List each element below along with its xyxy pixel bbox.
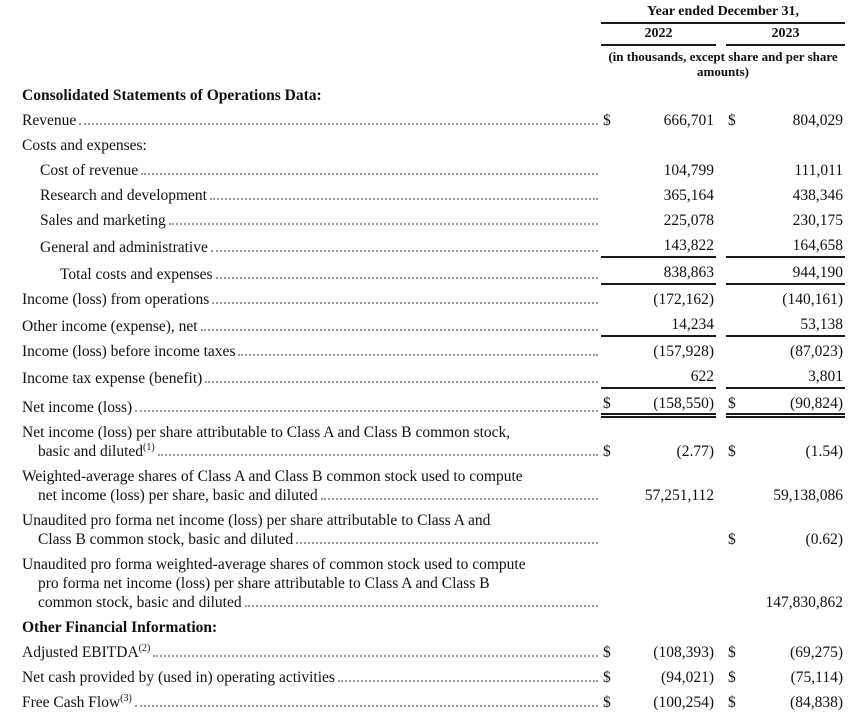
value-2022: (157,928) (653, 343, 714, 360)
table-row-free-cash-flow (22, 691, 845, 716)
value-2023: (69,275) (790, 644, 843, 661)
value-cell-2022-income-loss-from-operations (601, 291, 716, 310)
dot-leader (201, 329, 598, 331)
value-2022: (158,550) (653, 395, 714, 412)
row-label-net-cash-operating-activities (22, 669, 601, 688)
value-cell-2022-pro-forma-net-income-loss-per-share (601, 548, 716, 550)
value-cell-2022-net-income-loss-per-share (601, 443, 716, 462)
value-cell-2022-cost-of-revenue (601, 162, 716, 181)
value-2022: 838,863 (663, 264, 714, 281)
label-text: Revenue (22, 112, 77, 129)
value-2023: (90,824) (790, 395, 843, 412)
table-row-net-income-loss (22, 392, 845, 421)
currency-symbol: $ (728, 395, 736, 412)
row-label-income-tax-expense-benefit (22, 370, 601, 389)
dot-leader (135, 705, 598, 707)
table-body (22, 84, 845, 716)
table-row-general-and-administrative (22, 234, 845, 261)
label-text: Consolidated Statements of Operations Data: (22, 87, 322, 104)
label-text: Income (loss) before income taxes (22, 343, 236, 360)
dot-leader (338, 680, 598, 682)
value-cell-2022-research-and-development (601, 187, 716, 206)
dot-leader (169, 223, 598, 225)
row-label-section-other-financial-information (22, 619, 601, 638)
value-2022: 225,078 (663, 212, 714, 229)
table-row-net-cash-operating-activities (22, 666, 845, 691)
value-2023: 59,138,086 (773, 487, 843, 504)
value-cell-2023-income-loss-before-income-taxes (726, 343, 845, 362)
label-text: Net income (loss) per share attributable to Class A and Class B common stock, (22, 424, 511, 441)
dot-leader (211, 250, 598, 252)
currency-symbol: $ (728, 669, 736, 686)
dot-leader (245, 605, 598, 607)
value-2022: 143,822 (663, 237, 714, 254)
row-label-free-cash-flow (22, 694, 601, 713)
row-label-adjusted-ebitda (22, 644, 601, 663)
column-header-2022: 2022 (601, 25, 716, 46)
table-row-income-loss-before-income-taxes (22, 340, 845, 365)
value-2022: (108,393) (653, 644, 714, 661)
value-cell-2022-weighted-average-shares (601, 487, 716, 506)
label-text: Sales and marketing (40, 212, 166, 229)
value-cell-2023-section-operations-data (726, 104, 845, 106)
row-label-net-income-loss (22, 399, 601, 418)
value-cell-2022-sales-and-marketing (601, 212, 716, 231)
value-cell-2022-revenue (601, 112, 716, 131)
dot-leader (79, 123, 598, 125)
label-text: Unaudited pro forma weighted-average shares of common stock used to compute (22, 556, 526, 573)
value-cell-2023-net-cash-operating-activities (726, 669, 845, 688)
table-row-section-operations-data (22, 84, 845, 109)
value-cell-2023-other-income-expense-net (726, 316, 845, 337)
label-text: Other income (expense), net (22, 318, 198, 335)
value-2023: (84,838) (790, 694, 843, 711)
table-row-other-income-expense-net (22, 313, 845, 340)
value-2022: 57,251,112 (644, 487, 714, 504)
dot-leader (321, 498, 598, 500)
row-label-pro-forma-net-income-loss-per-share (22, 512, 601, 550)
currency-symbol: $ (728, 644, 736, 661)
label-text: Costs and expenses: (22, 137, 147, 154)
value-2022: (172,162) (653, 291, 714, 308)
value-cell-2022-free-cash-flow (601, 694, 716, 713)
label-text: Net cash provided by (used in) operating activities (22, 669, 335, 686)
value-cell-2022-net-cash-operating-activities (601, 669, 716, 688)
value-2022: (2.77) (676, 443, 714, 460)
row-label-section-operations-data (22, 87, 601, 106)
value-cell-2023-costs-and-expenses-header (726, 154, 845, 156)
label-text: Class B common stock, basic and diluted (38, 531, 294, 548)
label-text: common stock, basic and diluted (38, 594, 242, 611)
currency-symbol: $ (603, 443, 611, 460)
value-cell-2023-net-income-loss (726, 395, 845, 418)
currency-symbol: $ (728, 443, 736, 460)
label-text: Cost of revenue (40, 162, 139, 179)
footnote-reference: (2) (138, 642, 151, 654)
value-cell-2023-weighted-average-shares (726, 487, 845, 506)
currency-symbol: $ (603, 694, 611, 711)
label-text: Weighted-average shares of Class A and Class B common stock used to compute (22, 468, 523, 485)
value-2022: 622 (690, 368, 714, 385)
value-2023: 147,830,862 (765, 594, 843, 611)
value-cell-2023-sales-and-marketing (726, 212, 845, 231)
dot-leader (296, 542, 598, 544)
dot-leader (205, 381, 598, 383)
value-2023: 53,138 (800, 316, 843, 333)
year-columns (601, 25, 845, 46)
value-2023: 111,011 (794, 162, 843, 179)
row-label-pro-forma-weighted-average-shares (22, 556, 601, 613)
row-label-other-income-expense-net (22, 318, 601, 337)
row-label-research-and-development (22, 187, 601, 206)
label-text: Adjusted EBITDA$^{(2)}$ (22, 642, 151, 661)
value-2022: (94,021) (661, 669, 714, 686)
table-row-revenue (22, 109, 845, 134)
label-text: General and administrative (40, 239, 208, 256)
value-2023: 164,658 (792, 237, 843, 254)
value-cell-2023-income-loss-from-operations (726, 291, 845, 310)
label-text: Unaudited pro forma net income (loss) per share attributable to Class A and (22, 512, 491, 529)
row-label-revenue (22, 112, 601, 131)
value-cell-2023-pro-forma-weighted-average-shares (726, 594, 845, 613)
dot-leader (212, 302, 598, 304)
value-2022: 104,799 (663, 162, 714, 179)
table-row-net-income-loss-per-share (22, 421, 845, 465)
value-cell-2023-net-income-loss-per-share (726, 443, 845, 462)
value-cell-2023-cost-of-revenue (726, 162, 845, 181)
period-title: Year ended December 31, (601, 3, 845, 24)
dot-leader (216, 277, 598, 279)
label-text: Income tax expense (benefit) (22, 370, 203, 387)
value-cell-2023-general-and-administrative (726, 237, 845, 258)
units-note: (in thousands, except share and per share amounts) (608, 49, 838, 79)
table-row-section-other-financial-information (22, 616, 845, 641)
value-2023: 438,346 (792, 187, 843, 204)
table-row-sales-and-marketing (22, 209, 845, 234)
row-label-income-loss-from-operations (22, 291, 601, 310)
label-text: Free Cash Flow$^{(3)}$ (22, 692, 132, 711)
dot-leader (238, 354, 598, 356)
dot-leader (141, 173, 598, 175)
value-2023: 804,029 (792, 112, 843, 129)
label-text: Net income (loss) (22, 399, 133, 416)
value-2022: 666,701 (663, 112, 714, 129)
value-cell-2023-section-other-financial-information (726, 636, 845, 638)
table-row-adjusted-ebitda (22, 641, 845, 666)
label-text: pro forma net income (loss) per share attributable to Class A and Class B (38, 575, 490, 592)
label-text: net income (loss) per share, basic and diluted (38, 487, 318, 504)
value-2023: 3,801 (808, 368, 843, 385)
value-cell-2023-research-and-development (726, 187, 845, 206)
value-2022: (100,254) (653, 694, 714, 711)
value-2023: (87,023) (790, 343, 843, 360)
label-text: Total costs and expenses (60, 266, 213, 283)
table-row-cost-of-revenue (22, 159, 845, 184)
value-2023: (75,114) (790, 669, 843, 686)
value-2022: 365,164 (663, 187, 714, 204)
value-cell-2022-costs-and-expenses-header (601, 154, 716, 156)
table-row-total-costs-and-expenses (22, 261, 845, 288)
table-row-weighted-average-shares (22, 465, 845, 509)
table-row-income-loss-from-operations (22, 288, 845, 313)
row-label-income-loss-before-income-taxes (22, 343, 601, 362)
value-2023: 230,175 (792, 212, 843, 229)
row-label-general-and-administrative (22, 239, 601, 258)
value-cell-2022-income-loss-before-income-taxes (601, 343, 716, 362)
dot-leader (158, 454, 598, 456)
value-cell-2023-income-tax-expense-benefit (726, 368, 845, 389)
value-2022: 14,234 (671, 316, 714, 333)
value-2023: (0.62) (805, 531, 843, 548)
dot-leader (153, 655, 598, 657)
value-cell-2022-pro-forma-weighted-average-shares (601, 611, 716, 613)
row-label-net-income-loss-per-share (22, 424, 601, 462)
dot-leader (210, 198, 598, 200)
currency-symbol: $ (603, 395, 611, 412)
table-row-pro-forma-weighted-average-shares (22, 553, 845, 616)
label-text: Income (loss) from operations (22, 291, 210, 308)
label-text: Research and development (40, 187, 207, 204)
label-text: Other Financial Information: (22, 619, 218, 636)
value-cell-2023-adjusted-ebitda (726, 644, 845, 663)
footnote-reference: (1) (143, 441, 155, 453)
currency-symbol: $ (728, 694, 736, 711)
value-cell-2022-adjusted-ebitda (601, 644, 716, 663)
value-2023: 944,190 (792, 264, 843, 281)
currency-symbol: $ (728, 112, 736, 129)
column-header-2023: 2023 (726, 25, 845, 46)
value-columns-header (601, 3, 845, 79)
row-label-costs-and-expenses-header (22, 137, 601, 156)
value-cell-2022-section-operations-data (601, 104, 716, 106)
dot-leader (135, 410, 598, 412)
currency-symbol: $ (728, 531, 736, 548)
table-row-costs-and-expenses-header (22, 134, 845, 159)
value-2023: (140,161) (782, 291, 843, 308)
row-label-cost-of-revenue (22, 162, 601, 181)
value-cell-2022-section-other-financial-information (601, 636, 716, 638)
row-label-sales-and-marketing (22, 212, 601, 231)
value-cell-2022-other-income-expense-net (601, 316, 716, 337)
footnote-reference: (3) (120, 692, 132, 704)
value-cell-2022-income-tax-expense-benefit (601, 368, 716, 389)
table-row-research-and-development (22, 184, 845, 209)
currency-symbol: $ (603, 669, 611, 686)
currency-symbol: $ (603, 112, 611, 129)
table-row-income-tax-expense-benefit (22, 365, 845, 392)
value-cell-2022-general-and-administrative (601, 237, 716, 258)
value-cell-2023-total-costs-and-expenses (726, 264, 845, 285)
value-cell-2022-net-income-loss (601, 395, 716, 418)
value-2023: (1.54) (805, 443, 843, 460)
value-cell-2023-pro-forma-net-income-loss-per-share (726, 531, 845, 550)
value-cell-2023-free-cash-flow (726, 694, 845, 713)
value-cell-2023-revenue (726, 112, 845, 131)
label-text: basic and diluted$^{(1)}$ (38, 441, 155, 460)
table-row-pro-forma-net-income-loss-per-share (22, 509, 845, 553)
value-cell-2022-total-costs-and-expenses (601, 264, 716, 285)
row-label-weighted-average-shares (22, 468, 601, 506)
currency-symbol: $ (603, 644, 611, 661)
table-header (22, 3, 845, 79)
row-label-total-costs-and-expenses (22, 266, 601, 285)
